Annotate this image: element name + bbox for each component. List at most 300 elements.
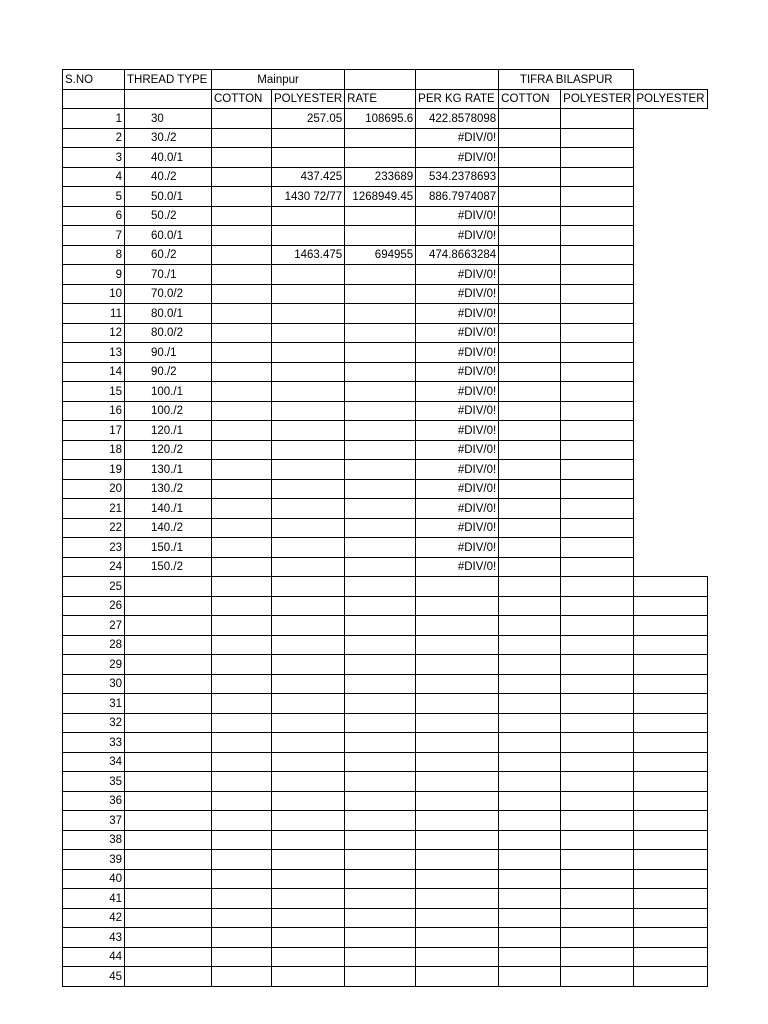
thread-type-cell[interactable] (125, 967, 212, 987)
rate-cell[interactable] (345, 284, 416, 304)
sno-cell[interactable]: 29 (63, 655, 125, 675)
per-kg-rate-cell[interactable]: #DIV/0! (416, 148, 499, 168)
polyester-cell[interactable] (272, 382, 345, 402)
rate-cell[interactable] (345, 538, 416, 558)
polyester-cell[interactable]: 437.425 (272, 167, 345, 187)
polyester-cell[interactable] (272, 128, 345, 148)
tifra-polyester-cell[interactable] (561, 109, 634, 129)
per-kg-rate-cell[interactable] (416, 811, 499, 831)
rate-cell[interactable] (345, 323, 416, 343)
sno-cell[interactable]: 7 (63, 226, 125, 246)
per-kg-rate-cell[interactable] (416, 791, 499, 811)
per-kg-rate-cell[interactable]: #DIV/0! (416, 557, 499, 577)
tifra-polyester-cell[interactable] (561, 752, 634, 772)
rate-cell[interactable] (345, 850, 416, 870)
tifra-polyester-cell[interactable] (561, 830, 634, 850)
sno-cell[interactable]: 23 (63, 538, 125, 558)
cotton-cell[interactable] (212, 304, 272, 324)
per-kg-rate-cell[interactable] (416, 869, 499, 889)
blank-header-cell[interactable] (416, 70, 499, 90)
per-kg-rate-cell[interactable] (416, 577, 499, 597)
tifra-cotton-cell[interactable] (499, 791, 561, 811)
per-kg-rate-cell[interactable] (416, 908, 499, 928)
tifra-polyester-cell[interactable] (561, 460, 634, 480)
rate-cell[interactable] (345, 889, 416, 909)
rate-cell[interactable]: 108695.6 (345, 109, 416, 129)
tifra-cotton-cell[interactable] (499, 440, 561, 460)
tifra-polyester-cell[interactable] (561, 616, 634, 636)
tifra-polyester-2-cell[interactable] (634, 674, 707, 694)
polyester-cell[interactable] (272, 304, 345, 324)
thread-type-cell[interactable]: 50.0/1 (125, 187, 212, 207)
rate-cell[interactable] (345, 401, 416, 421)
tifra-polyester-2-cell[interactable] (634, 655, 707, 675)
polyester-cell[interactable] (272, 635, 345, 655)
tifra-cotton-cell[interactable] (499, 538, 561, 558)
sno-cell[interactable]: 35 (63, 772, 125, 792)
polyester-cell[interactable] (272, 655, 345, 675)
tifra-cotton-cell[interactable] (499, 206, 561, 226)
tifra-polyester-cell[interactable] (561, 206, 634, 226)
tifra-cotton-cell[interactable] (499, 947, 561, 967)
cotton-cell[interactable] (212, 245, 272, 265)
tifra-cotton-cell[interactable] (499, 304, 561, 324)
thread-type-cell[interactable]: 150./1 (125, 538, 212, 558)
tifra-cotton-cell[interactable] (499, 226, 561, 246)
tifra-cotton-cell[interactable] (499, 148, 561, 168)
tifra-polyester-cell[interactable] (561, 148, 634, 168)
sno-cell[interactable]: 14 (63, 362, 125, 382)
thread-type-cell[interactable]: 70./1 (125, 265, 212, 285)
per-kg-rate-cell[interactable]: #DIV/0! (416, 401, 499, 421)
per-kg-rate-cell[interactable]: #DIV/0! (416, 226, 499, 246)
blank-header-cell[interactable] (125, 89, 212, 109)
cotton-cell[interactable] (212, 733, 272, 753)
thread-type-cell[interactable]: 100./2 (125, 401, 212, 421)
per-kg-rate-cell[interactable]: 534.2378693 (416, 167, 499, 187)
tifra-polyester-cell[interactable] (561, 265, 634, 285)
per-kg-rate-cell[interactable] (416, 713, 499, 733)
rate-cell[interactable] (345, 811, 416, 831)
thread-type-cell[interactable]: 30./2 (125, 128, 212, 148)
tifra-cotton-cell[interactable] (499, 616, 561, 636)
per-kg-rate-cell[interactable]: #DIV/0! (416, 518, 499, 538)
polyester-cell[interactable] (272, 869, 345, 889)
per-kg-rate-cell[interactable] (416, 596, 499, 616)
per-kg-rate-cell[interactable]: #DIV/0! (416, 284, 499, 304)
rate-cell[interactable] (345, 655, 416, 675)
sno-cell[interactable]: 2 (63, 128, 125, 148)
sno-cell[interactable]: 44 (63, 947, 125, 967)
per-kg-rate-cell[interactable]: #DIV/0! (416, 440, 499, 460)
cotton-cell[interactable] (212, 460, 272, 480)
tifra-polyester-cell[interactable] (561, 499, 634, 519)
thread-type-cell[interactable]: 70.0/2 (125, 284, 212, 304)
polyester-cell[interactable] (272, 791, 345, 811)
rate-cell[interactable] (345, 577, 416, 597)
rate-cell[interactable] (345, 947, 416, 967)
polyester-cell[interactable] (272, 479, 345, 499)
cotton-cell[interactable] (212, 791, 272, 811)
polyester-cell[interactable] (272, 362, 345, 382)
rate-cell[interactable]: 1268949.45 (345, 187, 416, 207)
cotton-header[interactable]: COTTON (212, 89, 272, 109)
mainpur-header[interactable]: Mainpur (212, 70, 345, 90)
sno-cell[interactable]: 6 (63, 206, 125, 226)
thread-type-cell[interactable] (125, 577, 212, 597)
thread-type-cell[interactable] (125, 830, 212, 850)
sno-cell[interactable]: 32 (63, 713, 125, 733)
sno-cell[interactable]: 18 (63, 440, 125, 460)
tifra-polyester-cell[interactable] (561, 187, 634, 207)
rate-cell[interactable] (345, 479, 416, 499)
tifra-cotton-cell[interactable] (499, 694, 561, 714)
thread-type-cell[interactable]: 60.0/1 (125, 226, 212, 246)
tifra-cotton-cell[interactable] (499, 596, 561, 616)
thread-type-cell[interactable]: 30 (125, 109, 212, 129)
polyester-cell[interactable] (272, 830, 345, 850)
tifra-polyester-cell[interactable] (561, 538, 634, 558)
sno-cell[interactable]: 41 (63, 889, 125, 909)
thread-type-cell[interactable] (125, 928, 212, 948)
per-kg-rate-cell[interactable]: #DIV/0! (416, 538, 499, 558)
polyester-cell[interactable] (272, 343, 345, 363)
tifra-cotton-cell[interactable] (499, 908, 561, 928)
cotton-cell[interactable] (212, 323, 272, 343)
sno-cell[interactable]: 26 (63, 596, 125, 616)
tifra-polyester-2-cell[interactable] (634, 596, 707, 616)
sno-cell[interactable]: 3 (63, 148, 125, 168)
polyester-cell[interactable] (272, 596, 345, 616)
rate-cell[interactable] (345, 928, 416, 948)
cotton-cell[interactable] (212, 440, 272, 460)
thread-type-cell[interactable]: 90./2 (125, 362, 212, 382)
blank-header-cell[interactable] (345, 70, 416, 90)
per-kg-rate-cell[interactable] (416, 674, 499, 694)
sno-cell[interactable]: 15 (63, 382, 125, 402)
per-kg-rate-cell[interactable]: #DIV/0! (416, 460, 499, 480)
polyester-cell[interactable] (272, 967, 345, 987)
sno-cell[interactable]: 33 (63, 733, 125, 753)
cotton-cell[interactable] (212, 206, 272, 226)
tifra-cotton-cell[interactable] (499, 187, 561, 207)
cotton-cell[interactable] (212, 694, 272, 714)
cotton-cell[interactable] (212, 226, 272, 246)
cotton-cell[interactable] (212, 889, 272, 909)
sno-cell[interactable]: 4 (63, 167, 125, 187)
polyester-cell[interactable] (272, 440, 345, 460)
thread-type-cell[interactable] (125, 791, 212, 811)
polyester-cell[interactable] (272, 694, 345, 714)
tifra-polyester-cell[interactable] (561, 908, 634, 928)
rate-cell[interactable] (345, 557, 416, 577)
sno-cell[interactable]: 42 (63, 908, 125, 928)
cotton-cell[interactable] (212, 362, 272, 382)
thread-type-cell[interactable]: 120./1 (125, 421, 212, 441)
sno-cell[interactable]: 1 (63, 109, 125, 129)
polyester-cell[interactable] (272, 577, 345, 597)
tifra-polyester-2-cell[interactable] (634, 752, 707, 772)
tifra-cotton-cell[interactable] (499, 128, 561, 148)
per-kg-rate-cell[interactable] (416, 772, 499, 792)
rate-cell[interactable] (345, 148, 416, 168)
polyester-cell[interactable] (272, 733, 345, 753)
tifra-polyester-cell[interactable] (561, 655, 634, 675)
per-kg-rate-cell[interactable] (416, 733, 499, 753)
per-kg-rate-cell[interactable]: #DIV/0! (416, 206, 499, 226)
tifra-polyester-cell[interactable] (561, 362, 634, 382)
polyester-cell[interactable]: 1463.475 (272, 245, 345, 265)
per-kg-rate-cell[interactable] (416, 694, 499, 714)
tifra-polyester-cell[interactable] (561, 245, 634, 265)
per-kg-rate-cell[interactable] (416, 928, 499, 948)
tifra-cotton-cell[interactable] (499, 245, 561, 265)
polyester-cell[interactable] (272, 752, 345, 772)
polyester-cell[interactable] (272, 850, 345, 870)
sno-cell[interactable]: 45 (63, 967, 125, 987)
tifra-polyester-2-cell[interactable] (634, 772, 707, 792)
tifra-polyester-2-cell[interactable] (634, 616, 707, 636)
polyester-cell[interactable] (272, 811, 345, 831)
thread-type-cell[interactable]: 100./1 (125, 382, 212, 402)
rate-cell[interactable] (345, 362, 416, 382)
tifra-polyester-2-cell[interactable] (634, 635, 707, 655)
per-kg-rate-cell[interactable]: #DIV/0! (416, 265, 499, 285)
tifra-polyester-2-cell[interactable] (634, 733, 707, 753)
rate-cell[interactable] (345, 226, 416, 246)
sno-cell[interactable]: 12 (63, 323, 125, 343)
cotton-cell[interactable] (212, 479, 272, 499)
cotton-cell[interactable] (212, 928, 272, 948)
sno-cell[interactable]: 10 (63, 284, 125, 304)
rate-cell[interactable] (345, 694, 416, 714)
rate-cell[interactable] (345, 440, 416, 460)
tifra-polyester-2-cell[interactable] (634, 947, 707, 967)
sno-cell[interactable]: 16 (63, 401, 125, 421)
cotton-cell[interactable] (212, 577, 272, 597)
rate-cell[interactable] (345, 713, 416, 733)
polyester-cell[interactable] (272, 674, 345, 694)
tifra-cotton-cell[interactable] (499, 265, 561, 285)
per-kg-rate-cell[interactable]: 422.8578098 (416, 109, 499, 129)
rate-cell[interactable] (345, 128, 416, 148)
sno-cell[interactable]: 27 (63, 616, 125, 636)
cotton-cell[interactable] (212, 518, 272, 538)
rate-cell[interactable] (345, 908, 416, 928)
polyester-cell[interactable]: 257.05 (272, 109, 345, 129)
tifra-cotton-cell[interactable] (499, 343, 561, 363)
polyester-header-2[interactable]: POLYESTER (561, 89, 634, 109)
polyester-cell[interactable] (272, 206, 345, 226)
cotton-cell[interactable] (212, 713, 272, 733)
thread-type-cell[interactable] (125, 850, 212, 870)
thread-type-cell[interactable] (125, 655, 212, 675)
per-kg-rate-cell[interactable]: #DIV/0! (416, 128, 499, 148)
tifra-cotton-cell[interactable] (499, 674, 561, 694)
tifra-cotton-cell[interactable] (499, 772, 561, 792)
tifra-polyester-2-cell[interactable] (634, 811, 707, 831)
rate-cell[interactable]: 694955 (345, 245, 416, 265)
sno-cell[interactable]: 9 (63, 265, 125, 285)
polyester-cell[interactable] (272, 499, 345, 519)
rate-cell[interactable] (345, 499, 416, 519)
tifra-polyester-cell[interactable] (561, 694, 634, 714)
tifra-polyester-cell[interactable] (561, 518, 634, 538)
thread-type-cell[interactable] (125, 869, 212, 889)
tifra-polyester-2-cell[interactable] (634, 694, 707, 714)
rate-cell[interactable] (345, 733, 416, 753)
rate-cell[interactable] (345, 382, 416, 402)
cotton-cell[interactable] (212, 401, 272, 421)
tifra-polyester-cell[interactable] (561, 128, 634, 148)
tifra-cotton-cell[interactable] (499, 109, 561, 129)
tifra-cotton-cell[interactable] (499, 577, 561, 597)
cotton-cell[interactable] (212, 109, 272, 129)
tifra-cotton-cell[interactable] (499, 655, 561, 675)
sno-cell[interactable]: 25 (63, 577, 125, 597)
cotton-cell[interactable] (212, 850, 272, 870)
tifra-bilaspur-header[interactable]: TIFRA BILASPUR (499, 70, 634, 90)
cotton-cell[interactable] (212, 616, 272, 636)
per-kg-rate-cell[interactable] (416, 889, 499, 909)
tifra-cotton-cell[interactable] (499, 713, 561, 733)
tifra-polyester-2-cell[interactable] (634, 908, 707, 928)
tifra-polyester-cell[interactable] (561, 167, 634, 187)
thread-type-cell[interactable]: 80.0/1 (125, 304, 212, 324)
cotton-cell[interactable] (212, 148, 272, 168)
per-kg-rate-cell[interactable]: 474.8663284 (416, 245, 499, 265)
polyester-cell[interactable] (272, 401, 345, 421)
tifra-polyester-2-cell[interactable] (634, 791, 707, 811)
tifra-cotton-cell[interactable] (499, 479, 561, 499)
cotton-cell[interactable] (212, 752, 272, 772)
tifra-polyester-2-cell[interactable] (634, 577, 707, 597)
sno-cell[interactable]: 24 (63, 557, 125, 577)
cotton-cell[interactable] (212, 830, 272, 850)
cotton-cell[interactable] (212, 499, 272, 519)
rate-cell[interactable] (345, 518, 416, 538)
tifra-polyester-cell[interactable] (561, 772, 634, 792)
tifra-polyester-cell[interactable] (561, 791, 634, 811)
tifra-polyester-cell[interactable] (561, 382, 634, 402)
tifra-polyester-cell[interactable] (561, 967, 634, 987)
sno-cell[interactable]: 11 (63, 304, 125, 324)
cotton-cell[interactable] (212, 967, 272, 987)
per-kg-rate-cell[interactable]: #DIV/0! (416, 499, 499, 519)
cotton-cell[interactable] (212, 265, 272, 285)
tifra-polyester-cell[interactable] (561, 479, 634, 499)
tifra-polyester-2-cell[interactable] (634, 713, 707, 733)
tifra-polyester-cell[interactable] (561, 343, 634, 363)
thread-type-cell[interactable] (125, 772, 212, 792)
rate-cell[interactable] (345, 265, 416, 285)
tifra-polyester-cell[interactable] (561, 733, 634, 753)
per-kg-rate-cell[interactable] (416, 947, 499, 967)
tifra-cotton-cell[interactable] (499, 460, 561, 480)
sno-cell[interactable]: 13 (63, 343, 125, 363)
per-kg-rate-cell[interactable] (416, 850, 499, 870)
cotton-cell[interactable] (212, 908, 272, 928)
thread-type-cell[interactable] (125, 947, 212, 967)
tifra-polyester-cell[interactable] (561, 577, 634, 597)
polyester-cell[interactable] (272, 616, 345, 636)
tifra-polyester-2-cell[interactable] (634, 967, 707, 987)
rate-cell[interactable] (345, 206, 416, 226)
tifra-cotton-cell[interactable] (499, 323, 561, 343)
per-kg-rate-cell[interactable]: #DIV/0! (416, 382, 499, 402)
cotton-cell[interactable] (212, 382, 272, 402)
sno-cell[interactable]: 34 (63, 752, 125, 772)
per-kg-rate-cell[interactable]: #DIV/0! (416, 362, 499, 382)
tifra-cotton-cell[interactable] (499, 850, 561, 870)
cotton-cell[interactable] (212, 947, 272, 967)
sno-cell[interactable]: 8 (63, 245, 125, 265)
sno-cell[interactable]: 43 (63, 928, 125, 948)
sno-cell[interactable]: 21 (63, 499, 125, 519)
rate-cell[interactable] (345, 791, 416, 811)
thread-type-cell[interactable]: 60./2 (125, 245, 212, 265)
polyester-cell[interactable] (272, 889, 345, 909)
thread-type-cell[interactable]: 140./1 (125, 499, 212, 519)
per-kg-rate-cell[interactable] (416, 967, 499, 987)
tifra-cotton-cell[interactable] (499, 362, 561, 382)
polyester-cell[interactable] (272, 518, 345, 538)
rate-header[interactable]: RATE (345, 89, 416, 109)
per-kg-rate-cell[interactable]: #DIV/0! (416, 479, 499, 499)
tifra-cotton-cell[interactable] (499, 401, 561, 421)
rate-cell[interactable] (345, 772, 416, 792)
per-kg-rate-cell[interactable]: #DIV/0! (416, 323, 499, 343)
tifra-polyester-2-cell[interactable] (634, 889, 707, 909)
tifra-cotton-cell[interactable] (499, 869, 561, 889)
tifra-cotton-cell[interactable] (499, 889, 561, 909)
tifra-polyester-cell[interactable] (561, 421, 634, 441)
rate-cell[interactable] (345, 752, 416, 772)
cotton-cell[interactable] (212, 596, 272, 616)
thread-type-cell[interactable] (125, 674, 212, 694)
sno-cell[interactable]: 17 (63, 421, 125, 441)
thread-type-cell[interactable]: 40.0/1 (125, 148, 212, 168)
polyester-cell[interactable] (272, 323, 345, 343)
thread-type-cell[interactable] (125, 889, 212, 909)
per-kg-rate-cell[interactable]: #DIV/0! (416, 343, 499, 363)
per-kg-rate-cell[interactable]: #DIV/0! (416, 304, 499, 324)
rate-cell[interactable] (345, 830, 416, 850)
tifra-cotton-cell[interactable] (499, 928, 561, 948)
per-kg-rate-cell[interactable] (416, 830, 499, 850)
per-kg-rate-cell[interactable]: 886.7974087 (416, 187, 499, 207)
tifra-polyester-cell[interactable] (561, 869, 634, 889)
cotton-cell[interactable] (212, 869, 272, 889)
polyester-cell[interactable] (272, 908, 345, 928)
tifra-cotton-cell[interactable] (499, 499, 561, 519)
tifra-polyester-cell[interactable] (561, 304, 634, 324)
polyester-cell[interactable] (272, 557, 345, 577)
tifra-cotton-cell[interactable] (499, 284, 561, 304)
sno-cell[interactable]: 37 (63, 811, 125, 831)
polyester-cell[interactable] (272, 928, 345, 948)
thread-type-cell[interactable] (125, 713, 212, 733)
tifra-cotton-cell[interactable] (499, 557, 561, 577)
tifra-polyester-cell[interactable] (561, 674, 634, 694)
polyester-header-3[interactable]: POLYESTER (634, 89, 707, 109)
rate-cell[interactable] (345, 460, 416, 480)
thread-type-header[interactable]: THREAD TYPE (125, 70, 212, 90)
polyester-cell[interactable] (272, 713, 345, 733)
cotton-cell[interactable] (212, 655, 272, 675)
polyester-cell[interactable] (272, 421, 345, 441)
tifra-polyester-cell[interactable] (561, 635, 634, 655)
